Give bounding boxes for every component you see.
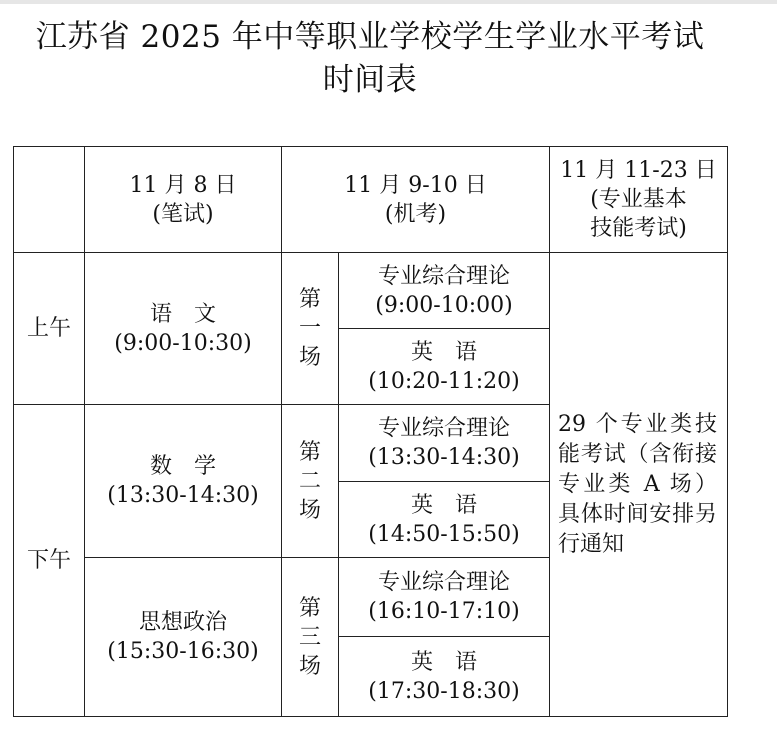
- exam-subject: 数 学: [149, 454, 216, 479]
- exam-subject: 专业综合理论: [377, 570, 510, 595]
- header-skills-mode: (专业基本: [590, 187, 687, 212]
- corner-cell: [14, 147, 85, 253]
- session-label-2: [282, 405, 339, 558]
- top-border: [0, 0, 777, 4]
- header-skills-mode-2: 技能考试): [590, 216, 687, 241]
- written-exam-math: [85, 405, 282, 558]
- computer-exam-cell: [339, 637, 550, 717]
- period-morning: 上午: [14, 253, 85, 405]
- exam-subject: 专业综合理论: [377, 416, 510, 441]
- skills-exam-note: 29 个专业类技能考试（含衔接专业类 A 场）具体时间安排另行通知: [550, 253, 728, 717]
- exam-subject: 专业综合理论: [377, 263, 510, 289]
- page-subtitle: 时间表: [322, 62, 418, 98]
- period-afternoon: 下午: [14, 405, 85, 717]
- session-char: 二: [298, 468, 321, 494]
- header-skills-date: 11 月 11-23 日: [560, 158, 717, 183]
- computer-exam-cell: [339, 558, 550, 637]
- header-written-date: 11 月 8 日: [129, 172, 237, 198]
- exam-time: (10:20-11:20): [368, 368, 520, 394]
- table-row: [14, 253, 728, 329]
- exam-schedule-table: [13, 146, 728, 717]
- exam-time: (9:00-10:30): [114, 330, 252, 356]
- session-label-1: [282, 253, 339, 405]
- exam-time: (17:30-18:30): [368, 678, 520, 704]
- exam-subject: 英 语: [410, 339, 477, 365]
- written-exam-politics: [85, 558, 282, 717]
- written-exam-chinese: [85, 253, 282, 405]
- header-computer-mode: (机考): [384, 201, 447, 227]
- header-written-mode: (笔试): [152, 201, 214, 227]
- session-char: 第: [298, 439, 321, 465]
- exam-time: (13:30-14:30): [107, 483, 259, 508]
- computer-exam-cell: [339, 253, 550, 329]
- session-char: 第: [298, 287, 321, 312]
- session-char: 一: [298, 316, 321, 341]
- exam-subject: 英 语: [410, 649, 477, 675]
- page-title: 江苏省 2025 年中等职业学校学生学业水平考试: [35, 19, 705, 55]
- exam-time: (13:30-14:30): [368, 445, 520, 470]
- exam-subject: 英 语: [410, 492, 477, 518]
- exam-time: (15:30-16:30): [107, 639, 259, 664]
- session-char: 三: [298, 624, 321, 650]
- session-char: 场: [298, 497, 321, 523]
- exam-subject: 语 文: [149, 301, 216, 327]
- computer-exam-cell: [339, 482, 550, 558]
- computer-exam-cell: [339, 329, 550, 405]
- exam-time: (9:00-10:00): [375, 292, 513, 318]
- header-skills: [550, 147, 728, 253]
- session-label-3: [282, 558, 339, 717]
- header-written: [85, 147, 282, 253]
- exam-time: (16:10-17:10): [368, 599, 520, 624]
- computer-exam-cell: [339, 405, 550, 482]
- session-char: 场: [298, 653, 321, 679]
- session-char: 场: [298, 345, 321, 370]
- header-row: [14, 147, 728, 253]
- exam-subject: 思想政治: [138, 610, 227, 635]
- exam-time: (14:50-15:50): [368, 521, 520, 547]
- header-computer: [282, 147, 550, 253]
- session-char: 第: [298, 595, 321, 621]
- header-computer-date: 11 月 9-10 日: [344, 172, 487, 198]
